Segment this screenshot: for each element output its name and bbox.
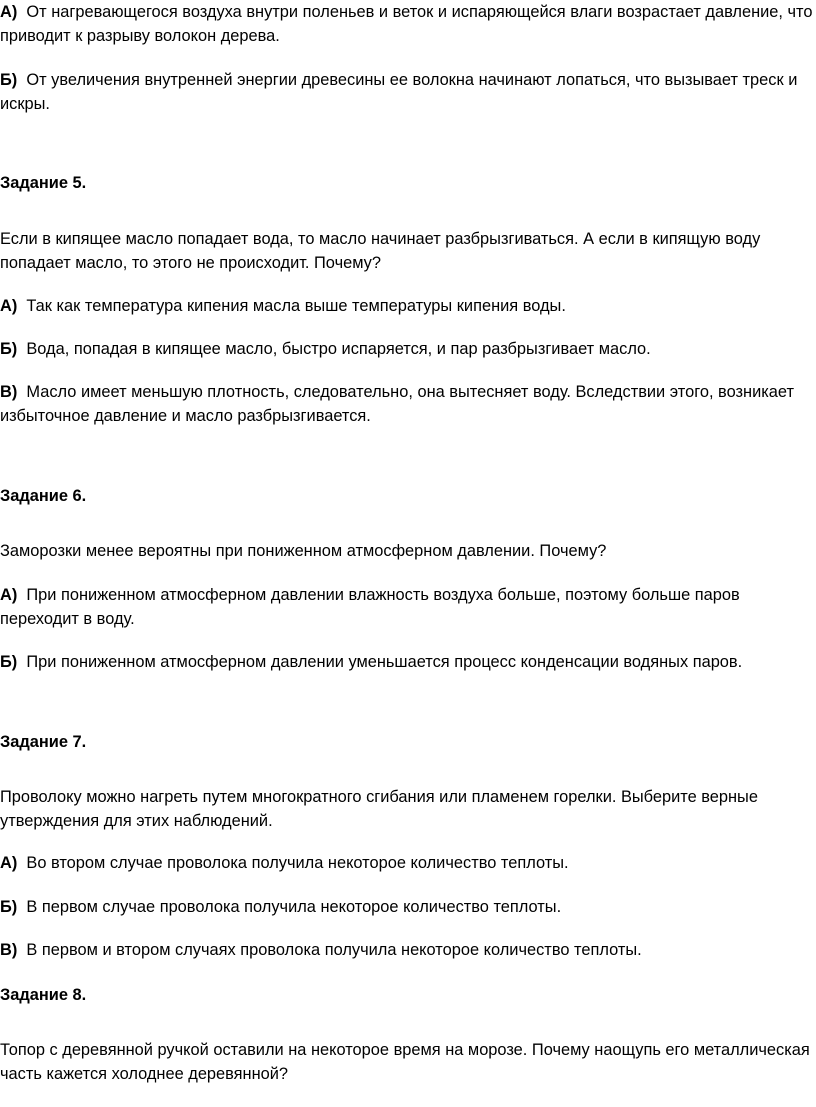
task-5-heading: Задание 5. [0, 174, 87, 192]
option-text: От нагревающегося воздуха внутри поленьев и веток и испаряющейся влаги возрастает давление, что приводит к разрыву волокон дерева. [0, 3, 813, 45]
question-5: Если в кипящее масло попадает вода, то масло начинает разбрызгиваться. А если в кипящую воду попадает масло, то этого не происходит. Почему? [0, 230, 761, 272]
option-label: А) [0, 297, 18, 315]
option-text: При пониженном атмосферном давлении влажность воздуха больше, поэтому больше паров переходит в воду. [0, 586, 740, 628]
option-label: В) [0, 941, 18, 959]
option-label: А) [0, 586, 18, 604]
option-label: А) [0, 3, 18, 21]
answer-7c [0, 938, 816, 962]
option-label: Б) [0, 898, 18, 916]
answer-4b [0, 68, 816, 116]
task-6-heading: Задание 6. [0, 487, 87, 505]
option-text: От увеличения внутренней энергии древесины ее волокна начинают лопаться, что вызывает треск и искры. [0, 71, 798, 113]
answer-5c [0, 380, 816, 428]
option-label: В) [0, 383, 18, 401]
task-7-heading: Задание 7. [0, 733, 87, 751]
option-text: При пониженном атмосферном давлении уменьшается процесс конденсации водяных паров. [26, 653, 743, 671]
option-label: Б) [0, 71, 18, 89]
answer-6b [0, 650, 816, 674]
question-8: Топор с деревянной ручкой оставили на некоторое время на морозе. Почему наощупь его металлическая часть кажется холоднее деревянной? [0, 1041, 810, 1083]
option-text: Так как температура кипения масла выше температуры кипения воды. [26, 297, 566, 315]
answer-7a [0, 851, 816, 875]
answer-6a [0, 583, 816, 631]
option-text: Вода, попадая в кипящее масло, быстро испаряется, и пар разбрызгивает масло. [26, 340, 651, 358]
task-8-heading: Задание 8. [0, 986, 87, 1004]
answer-7b [0, 895, 816, 919]
answer-5a [0, 294, 816, 318]
question-6: Заморозки менее вероятны при пониженном атмосферном давлении. Почему? [0, 542, 607, 560]
answer-5b [0, 337, 816, 361]
option-text: Во втором случае проволока получила некоторое количество теплоты. [26, 854, 569, 872]
answer-4a [0, 0, 816, 48]
option-label: А) [0, 854, 18, 872]
option-text: В первом случае проволока получила некоторое количество теплоты. [26, 898, 562, 916]
option-text: Масло имеет меньшую плотность, следовательно, она вытесняет воду. Вследствии этого, возникает избыточное давление и масло разбрызгивается. [0, 383, 794, 425]
question-7: Проволоку можно нагреть путем многократного сгибания или пламенем горелки. Выберите верные утверждения для этих наблюдений. [0, 788, 758, 830]
option-label: Б) [0, 653, 18, 671]
option-label: Б) [0, 340, 18, 358]
option-text: В первом и втором случаях проволока получила некоторое количество теплоты. [26, 941, 642, 959]
